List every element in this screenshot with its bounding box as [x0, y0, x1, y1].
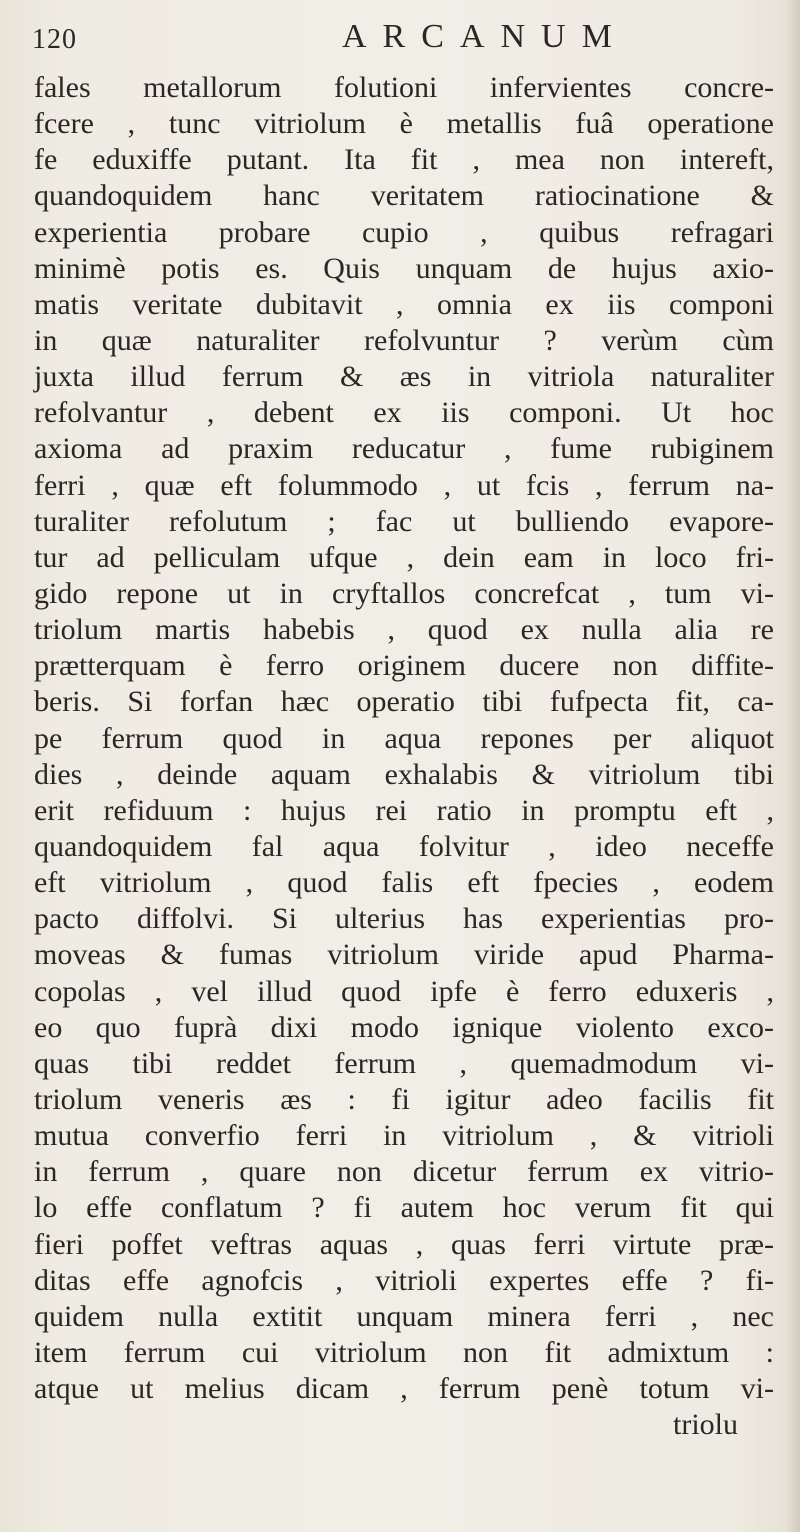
text-line: eo quo fuprà dixi modo ignique violento exco-: [34, 1010, 774, 1044]
text-line: copolas , vel illud quod ipfe è ferro eduxeris ,: [34, 974, 774, 1008]
running-head: ARCANUM: [342, 18, 628, 55]
text-line: triolum martis habebis , quod ex nulla alia re: [34, 613, 774, 647]
text-line: eft vitriolum , quod falis eft fpecies , eodem: [34, 866, 774, 900]
page-number: 120: [32, 24, 77, 55]
text-line: in quæ naturaliter refolvuntur ? verùm cùm: [34, 323, 774, 357]
body-text: [34, 70, 774, 1443]
text-line: pe ferrum quod in aqua repones per aliquot: [34, 721, 774, 755]
text-line: gido repone ut in cryftallos concrefcat , tum vi-: [34, 576, 774, 610]
text-line: refolvantur , debent ex iis componi. Ut hoc: [34, 396, 774, 430]
text-line: quandoquidem hanc veritatem ratiocinatione &: [34, 179, 774, 213]
page-header: [32, 12, 772, 62]
text-line: fales metallorum folutioni infervientes concre-: [34, 71, 774, 104]
text-line: turaliter refolutum ; fac ut bulliendo evapore-: [34, 504, 774, 538]
text-line: fieri poffet veftras aquas , quas ferri virtute præ-: [34, 1227, 774, 1261]
text-line: erit refiduum : hujus rei ratio in promptu eft ,: [34, 793, 774, 827]
text-line: prætterquam è ferro originem ducere non diffite-: [34, 649, 774, 683]
text-line: minimè potis es. Quis unquam de hujus axio-: [34, 251, 774, 285]
text-line: ditas effe agnofcis , vitrioli expertes effe ? fi-: [34, 1263, 774, 1297]
page-edge-shadow: [786, 0, 800, 1532]
text-line: item ferrum cui vitriolum non fit admixtum :: [34, 1335, 774, 1369]
text-line: lo effe conflatum ? fi autem hoc verum fit qui: [34, 1191, 774, 1225]
text-line: experientia probare cupio , quibus refragari: [34, 215, 774, 249]
text-line: fcere , tunc vitriolum è metallis fuâ operatione: [34, 107, 774, 141]
text-line: quidem nulla extitit unquam minera ferri , nec: [34, 1299, 774, 1333]
text-line: juxta illud ferrum & æs in vitriola naturaliter: [34, 360, 774, 394]
text-line: mutua converfio ferri in vitriolum , & vitrioli: [34, 1119, 774, 1153]
text-line: quas tibi reddet ferrum , quemadmodum vi-: [34, 1046, 774, 1080]
text-line: axioma ad praxim reducatur , fume rubiginem: [34, 432, 774, 466]
text-line: ferri , quæ eft folummodo , ut fcis , ferrum na-: [34, 468, 774, 502]
text-line: fe eduxiffe putant. Ita fit , mea non intereft,: [34, 143, 774, 177]
text-line: dies , deinde aquam exhalabis & vitriolum tibi: [34, 757, 774, 791]
text-line: triolu: [673, 1408, 738, 1442]
text-line: in ferrum , quare non dicetur ferrum ex vitrio-: [34, 1155, 774, 1189]
text-line: pacto diffolvi. Si ulterius has experientias pro-: [34, 902, 774, 936]
text-line: beris. Si forfan hæc operatio tibi fufpecta fit, ca-: [34, 685, 774, 719]
text-line: matis veritate dubitavit , omnia ex iis componi: [34, 287, 774, 321]
text-line: triolum veneris æs : fi igitur adeo facilis fit: [34, 1082, 774, 1116]
text-line: tur ad pelliculam ufque , dein eam in loco fri-: [34, 540, 774, 574]
text-line: moveas & fumas vitriolum viride apud Pharma-: [34, 938, 774, 972]
text-line: atque ut melius dicam , ferrum penè totum vi-: [34, 1372, 774, 1406]
text-line: quandoquidem fal aqua folvitur , ideo neceffe: [34, 829, 774, 863]
